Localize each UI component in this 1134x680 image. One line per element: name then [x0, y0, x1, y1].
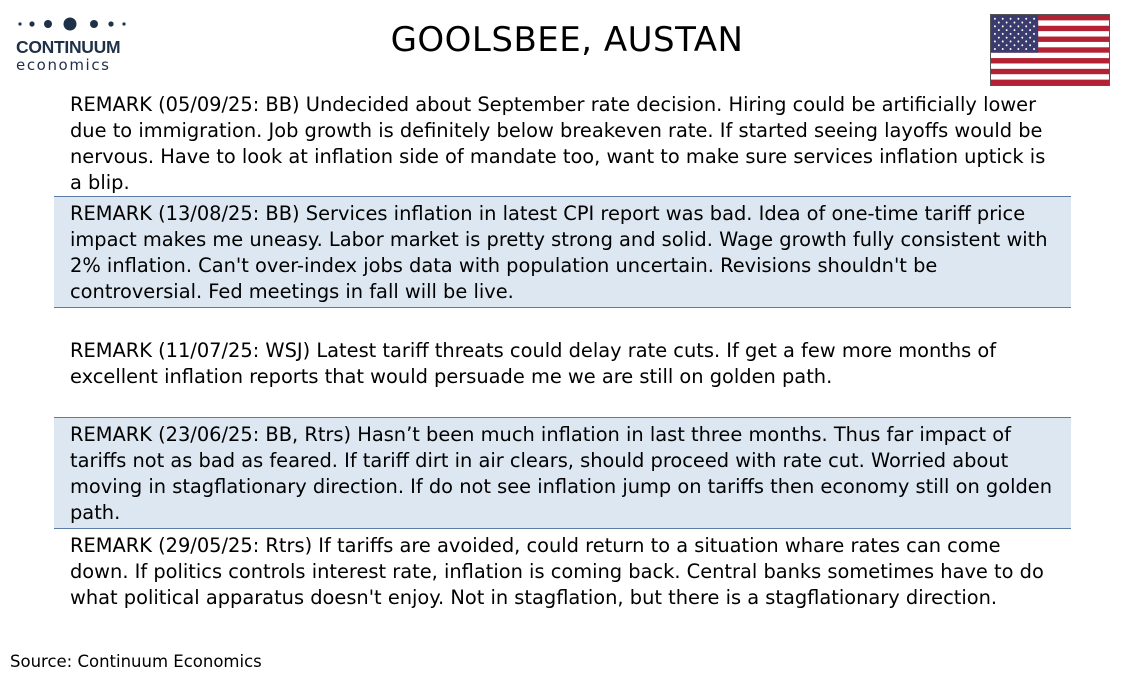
flag-star [1025, 33, 1027, 35]
flag-star [1021, 44, 1023, 46]
flag-star [1025, 25, 1027, 27]
flag-star [994, 25, 996, 27]
flag-star [998, 37, 1000, 39]
flag-star [1002, 48, 1004, 50]
flag-star [1006, 37, 1008, 39]
flag-star [1010, 48, 1012, 50]
us-flag-icon [990, 14, 1110, 86]
flag-star [1025, 40, 1027, 42]
flag-star [1017, 18, 1019, 20]
flag-star [1029, 44, 1031, 46]
remark-item: REMARK (23/06/25: BB, Rtrs) Hasn’t been much inflation in last three months. Thus far impact of tariffs not as bad as feared. If tariff dirt in air clears, should proceed with rate cut. Worried about moving in stagflationary direction. If do not see inflation jump on tariffs then economy still on golden path. [54, 418, 1071, 528]
flag-star [1006, 29, 1008, 31]
flag-star [994, 48, 996, 50]
flag-star [1010, 25, 1012, 27]
flag-star [1033, 33, 1035, 35]
flag-star [998, 44, 1000, 46]
flag-star [1010, 18, 1012, 20]
flag-star [1029, 22, 1031, 24]
flag-star [1006, 22, 1008, 24]
flag-star [1033, 48, 1035, 50]
remark-item: REMARK (13/08/25: BB) Services inflation in latest CPI report was bad. Idea of one-time tariff price impact makes me uneasy. Labor market is pretty strong and solid. Wage growth fully consistent with 2% inflation. Can't over-index jobs data with population uncertain. Revisions shouldn't be controversial. Fed meetings in fall will be live. [54, 197, 1071, 307]
flag-star [1021, 37, 1023, 39]
page-title: GOOLSBEE, AUSTAN [390, 20, 744, 60]
source-note: Source: Continuum Economics [10, 652, 262, 671]
flag-star [998, 22, 1000, 24]
flag-star [1025, 18, 1027, 20]
flag-star [1014, 37, 1016, 39]
flag-star [1002, 18, 1004, 20]
remarks-list [54, 88, 1071, 639]
flag-star [1014, 29, 1016, 31]
flag-star [1017, 33, 1019, 35]
logo-subtitle: economics [16, 56, 111, 74]
logo-wordmark: CONTINUUM [16, 37, 121, 57]
flag-star [1002, 33, 1004, 35]
flag-star [1033, 40, 1035, 42]
flag-star [1002, 40, 1004, 42]
flag-star [1029, 29, 1031, 31]
flag-star [994, 18, 996, 20]
remark-item: REMARK (11/07/25: WSJ) Latest tariff threats could delay rate cuts. If get a few more months of excellent inflation reports that would persuade me we are still on golden path. [70, 339, 997, 388]
flag-star [1014, 22, 1016, 24]
flag-star [1006, 44, 1008, 46]
flag-star [994, 33, 996, 35]
remark-item: REMARK (05/09/25: BB) Undecided about September rate decision. Hiring could be artificially lower due to immigration. Job growth is definitely below breakeven rate. If started seeing layoffs would be nervous. Have to look at inflation side of mandate too, want to make sure services inflation uptick is a blip. [70, 93, 1046, 194]
flag-star [1025, 48, 1027, 50]
flag-star [1033, 25, 1035, 27]
flag-star [1017, 48, 1019, 50]
flag-star [1029, 37, 1031, 39]
flag-star [1021, 29, 1023, 31]
flag-star [994, 40, 996, 42]
flag-star [1010, 33, 1012, 35]
flag-star [1014, 44, 1016, 46]
remark-item: REMARK (29/05/25: Rtrs) If tariffs are avoided, could return to a situation whare rates can come down. If politics controls interest rate, inflation is coming back. Central banks sometimes have to do what political apparatus doesn't enjoy. Not in stagflation, but there is a stagflationary direction. [70, 534, 1044, 609]
flag-star [1033, 18, 1035, 20]
flag-star [1017, 25, 1019, 27]
flag-star [1017, 40, 1019, 42]
flag-star [1021, 22, 1023, 24]
flag-star [1010, 40, 1012, 42]
flag-star [998, 29, 1000, 31]
flag-star [1002, 25, 1004, 27]
